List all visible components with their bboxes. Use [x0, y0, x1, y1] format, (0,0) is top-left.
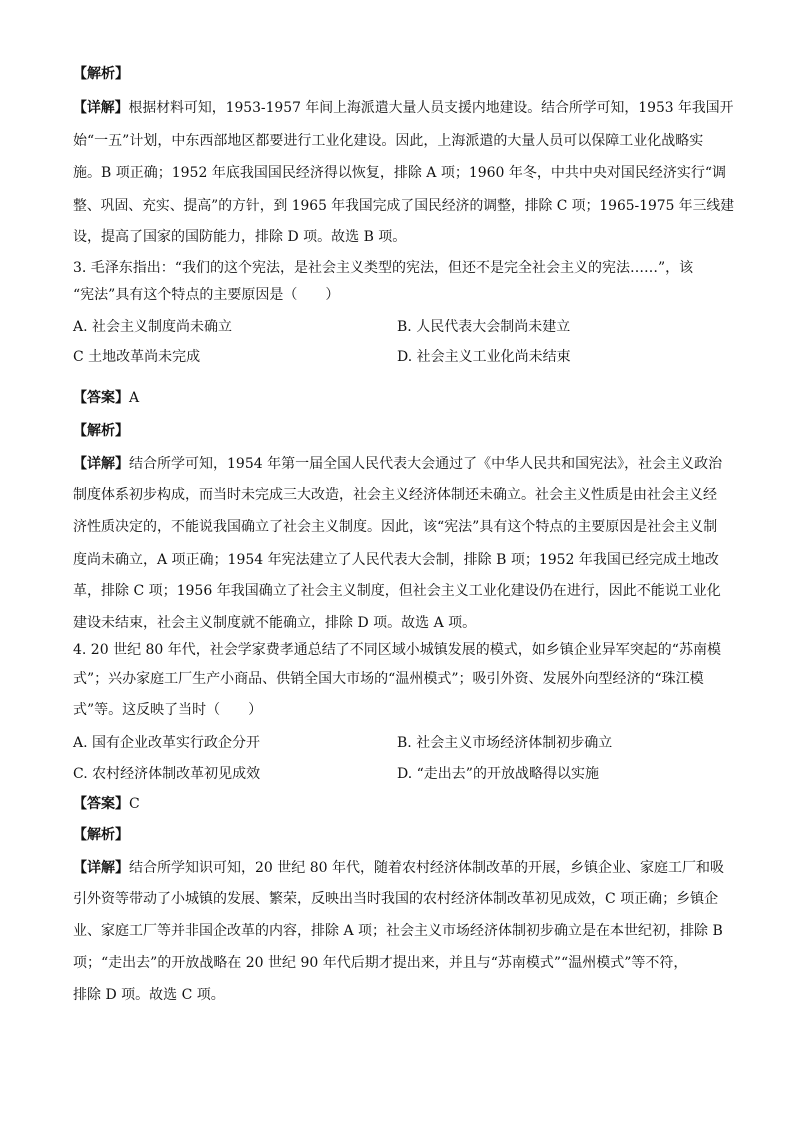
explanation-line: 整、巩固、充实、提高”的方针，到 1965 年我国完成了国民经济的调整，排除 C 项；1965-1975 年三线建: [73, 198, 735, 214]
explanation-line: 制度体系初步构成，而当时未完成三大改造，社会主义经济体制还未确立。社会主义性质是由社会主义经: [73, 487, 717, 503]
explanation-line: 项；“走出去”的开放战略在 20 世纪 90 年代后期才提出来，并且与“苏南模式”“温州模式”等不符，: [73, 955, 688, 971]
detail-label: 【详解】: [73, 456, 129, 472]
question-4-option-b: B. 社会主义市场经济体制初步确立: [397, 735, 613, 751]
explanation-line: [73, 454, 722, 474]
analysis-heading: 【解析】: [73, 423, 129, 439]
explanation-line: 施。B 项正确；1952 年底我国国民经济得以恢复，排除 A 项；1960 年冬，中共中央对国民经济实行“调: [73, 165, 727, 181]
question-3-stem: 3. 毛泽东指出：“我们的这个宪法，是社会主义类型的宪法，但还不是完全社会主义的宪法……”，该: [73, 260, 694, 276]
explanation-line: 业、家庭工厂等并非国企改革的内容，排除 A 项；社会主义市场经济体制初步确立是在本世纪初，排除 B: [73, 923, 723, 939]
question-4-stem: 4. 20 世纪 80 年代，社会学家费孝通总结了不同区域小城镇发展的模式，如乡镇企业异军突起的“苏南模: [73, 642, 721, 658]
question-4-option-d: D. “走出去”的开放战略得以实施: [397, 766, 599, 782]
question-3-stem: “宪法”具有这个特点的主要原因是（ ）: [73, 287, 340, 303]
explanation-line: 引外资等带动了小城镇的发展、繁荣，反映出当时我国的农村经济体制改革初见成效，C 项正确；乡镇企: [73, 891, 719, 907]
question-4-stem: 式”等。这反映了当时（ ）: [73, 702, 263, 718]
answer-value: C: [129, 796, 140, 812]
explanation-line: 济性质决定的，不能说我国确立了社会主义制度。因此，该“宪法”具有这个特点的主要原因是社会主义制: [73, 519, 718, 535]
answer-line: [73, 794, 140, 814]
question-3-option-a: A. 社会主义制度尚未确立: [73, 319, 233, 335]
explanation-line: 建设未结束，社会主义制度就不能确立，排除 D 项。故选 A 项。: [73, 615, 477, 631]
explanation-text: 结合所学知识可知，20 世纪 80 年代，随着农村经济体制改革的开展，乡镇企业、家庭工厂和吸: [129, 860, 724, 876]
explanation-line: 设，提高了国家的国防能力，排除 D 项。故选 B 项。: [73, 229, 407, 245]
answer-label: 【答案】: [73, 390, 129, 406]
detail-label: 【详解】: [73, 860, 129, 876]
question-3-option-c: C 土地改革尚未完成: [73, 349, 201, 365]
answer-line: [73, 388, 139, 408]
question-3-option-b: B. 人民代表大会制尚未建立: [397, 319, 571, 335]
explanation-line: [73, 98, 734, 118]
answer-value: A: [129, 390, 140, 406]
analysis-heading: 【解析】: [73, 66, 129, 82]
question-4-option-c: C. 农村经济体制改革初见成效: [73, 766, 261, 782]
explanation-text: 结合所学可知，1954 年第一届全国人民代表大会通过了《中华人民共和国宪法》，社会主义政治: [129, 456, 723, 472]
explanation-line: 始“一五”计划，中东西部地区都要进行工业化建设。因此，上海派遣的大量人员可以保障工业化战略实: [73, 133, 704, 149]
explanation-text: 根据材料可知，1953-1957 年间上海派遣大量人员支援内地建设。结合所学可知，1953 年我国开: [128, 100, 734, 116]
explanation-line: 排除 D 项。故选 C 项。: [73, 987, 225, 1003]
question-4-option-a: A. 国有企业改革实行政企分开: [73, 735, 261, 751]
explanation-line: 度尚未确立，A 项正确；1954 年宪法建立了人民代表大会制，排除 B 项；1952 年我国已经完成土地改: [73, 552, 719, 568]
analysis-heading: 【解析】: [73, 827, 129, 843]
detail-label: 【详解】: [73, 100, 129, 116]
explanation-line: [73, 858, 724, 878]
question-3-option-d: D. 社会主义工业化尚未结束: [397, 349, 571, 365]
question-4-stem: 式”；兴办家庭工厂生产小商品、供销全国大市场的“温州模式”；吸引外资、发展外向型经济的“珠江模: [73, 671, 704, 687]
answer-label: 【答案】: [73, 796, 129, 812]
explanation-line: 革，排除 C 项；1956 年我国确立了社会主义制度，但社会主义工业化建设仍在进行，因此不能说工业化: [73, 583, 721, 599]
